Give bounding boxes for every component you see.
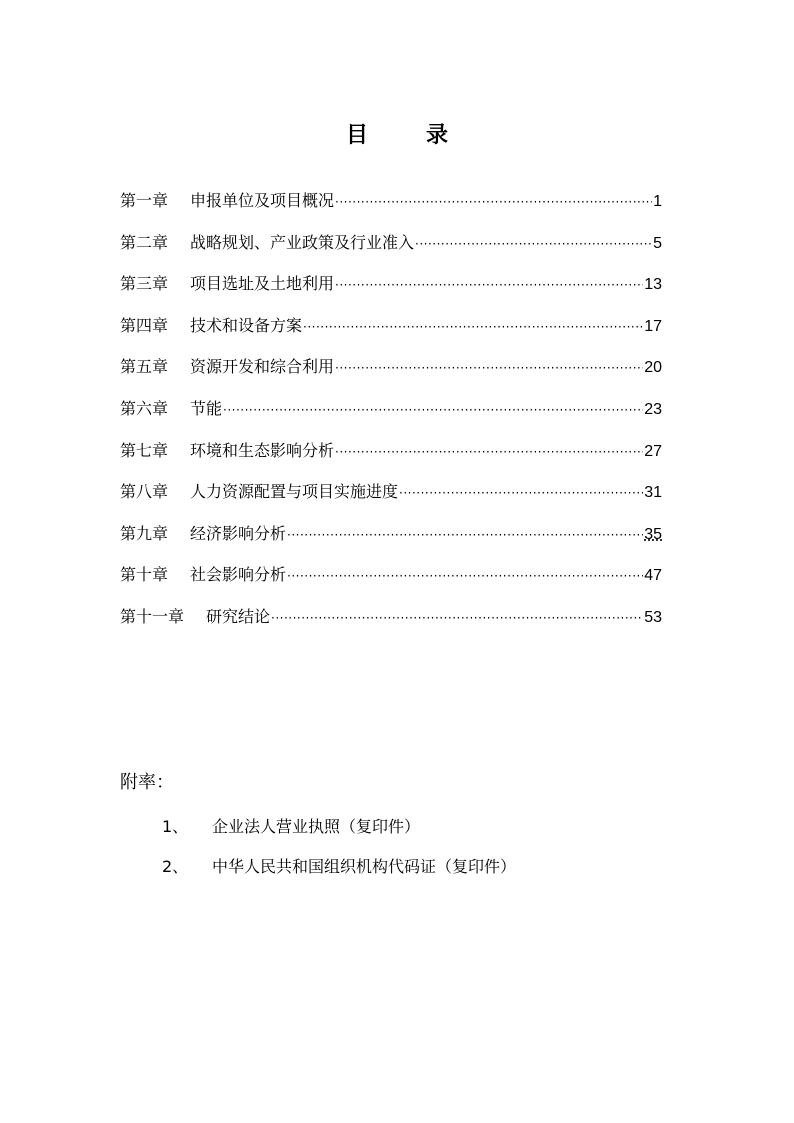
appendix-item-text: 中华人民共和国组织机构代码证（复印件） — [212, 857, 517, 876]
appendix-item-2 — [162, 852, 516, 892]
toc-leader-dots — [415, 229, 652, 259]
toc-entry-3[interactable] — [120, 269, 662, 311]
toc-entry-5[interactable] — [120, 352, 662, 394]
title-char-1: 目 — [345, 122, 368, 148]
toc-leader-dots — [287, 561, 643, 591]
toc-chapter-label: 第十章 — [120, 565, 169, 585]
toc-chapter-title: 环境和生态影响分析 — [190, 440, 335, 460]
appendix-item-number: 2、 — [162, 857, 189, 876]
appendix-item-number: 1、 — [162, 817, 189, 836]
appendix-item-1 — [162, 812, 516, 852]
appendix-list — [162, 812, 516, 892]
toc-chapter-title: 申报单位及项目概况 — [190, 191, 335, 210]
toc-entry-1[interactable] — [120, 186, 662, 228]
toc-entry-9[interactable] — [120, 519, 662, 561]
toc-leader-dots — [271, 603, 643, 633]
toc-chapter-title: 经济影响分析 — [190, 523, 287, 543]
toc-page-number: 31 — [644, 484, 662, 502]
toc-entry-8[interactable] — [120, 477, 662, 519]
toc-chapter-title: 研究结论 — [206, 606, 271, 626]
toc-page-number: 23 — [644, 400, 662, 418]
toc-chapter-title: 项目选址及土地利用 — [190, 274, 335, 294]
toc-page-number: 20 — [644, 359, 662, 377]
appendix-item-text: 企业法人营业执照（复印件） — [212, 817, 421, 836]
toc-chapter-label: 第八章 — [120, 482, 169, 502]
toc-entry-11[interactable] — [120, 602, 662, 644]
page-title — [0, 118, 794, 149]
title-char-2: 录 — [426, 122, 449, 148]
toc-leader-dots — [287, 520, 643, 550]
toc-chapter-title: 节能 — [190, 398, 223, 418]
toc-leader-dots — [335, 353, 643, 383]
toc-page-number: 13 — [644, 276, 662, 294]
toc-entry-7[interactable] — [120, 436, 662, 478]
toc-chapter-label: 第五章 — [120, 357, 169, 377]
toc-leader-dots — [335, 270, 643, 300]
toc-chapter-label: 第二章 — [120, 232, 169, 252]
toc-chapter-title: 技术和设备方案 — [190, 315, 303, 335]
toc-entry-4[interactable] — [120, 311, 662, 353]
toc-leader-dots — [335, 437, 643, 467]
toc-page-number: 27 — [644, 442, 662, 460]
toc-chapter-title: 社会影响分析 — [190, 565, 287, 585]
toc-leader-dots — [223, 395, 643, 425]
toc-chapter-title: 资源开发和综合利用 — [190, 357, 335, 377]
toc-page-number: 1 — [653, 193, 662, 210]
toc-page-number: 17 — [644, 317, 662, 335]
toc-leader-dots — [399, 478, 643, 508]
toc-page-number: 35 — [644, 525, 662, 543]
toc-chapter-label: 第六章 — [120, 398, 169, 418]
toc-chapter-label: 第一章 — [120, 191, 169, 210]
toc-page-number: 53 — [644, 608, 662, 626]
table-of-contents — [120, 186, 662, 644]
toc-leader-dots — [335, 187, 652, 217]
toc-chapter-label: 第七章 — [120, 440, 169, 460]
toc-chapter-title: 人力资源配置与项目实施进度 — [190, 482, 399, 502]
toc-chapter-title: 战略规划、产业政策及行业准入 — [190, 232, 415, 252]
toc-page-number: 47 — [644, 567, 662, 585]
toc-chapter-label: 第四章 — [120, 315, 169, 335]
appendix-heading: 附率： — [120, 772, 174, 793]
toc-chapter-label: 第九章 — [120, 523, 169, 543]
toc-chapter-label: 第十一章 — [120, 606, 185, 626]
toc-entry-6[interactable] — [120, 394, 662, 436]
toc-leader-dots — [303, 312, 643, 342]
toc-entry-2[interactable] — [120, 228, 662, 270]
toc-page-number: 5 — [653, 234, 662, 252]
toc-chapter-label: 第三章 — [120, 274, 169, 294]
toc-entry-10[interactable] — [120, 560, 662, 602]
